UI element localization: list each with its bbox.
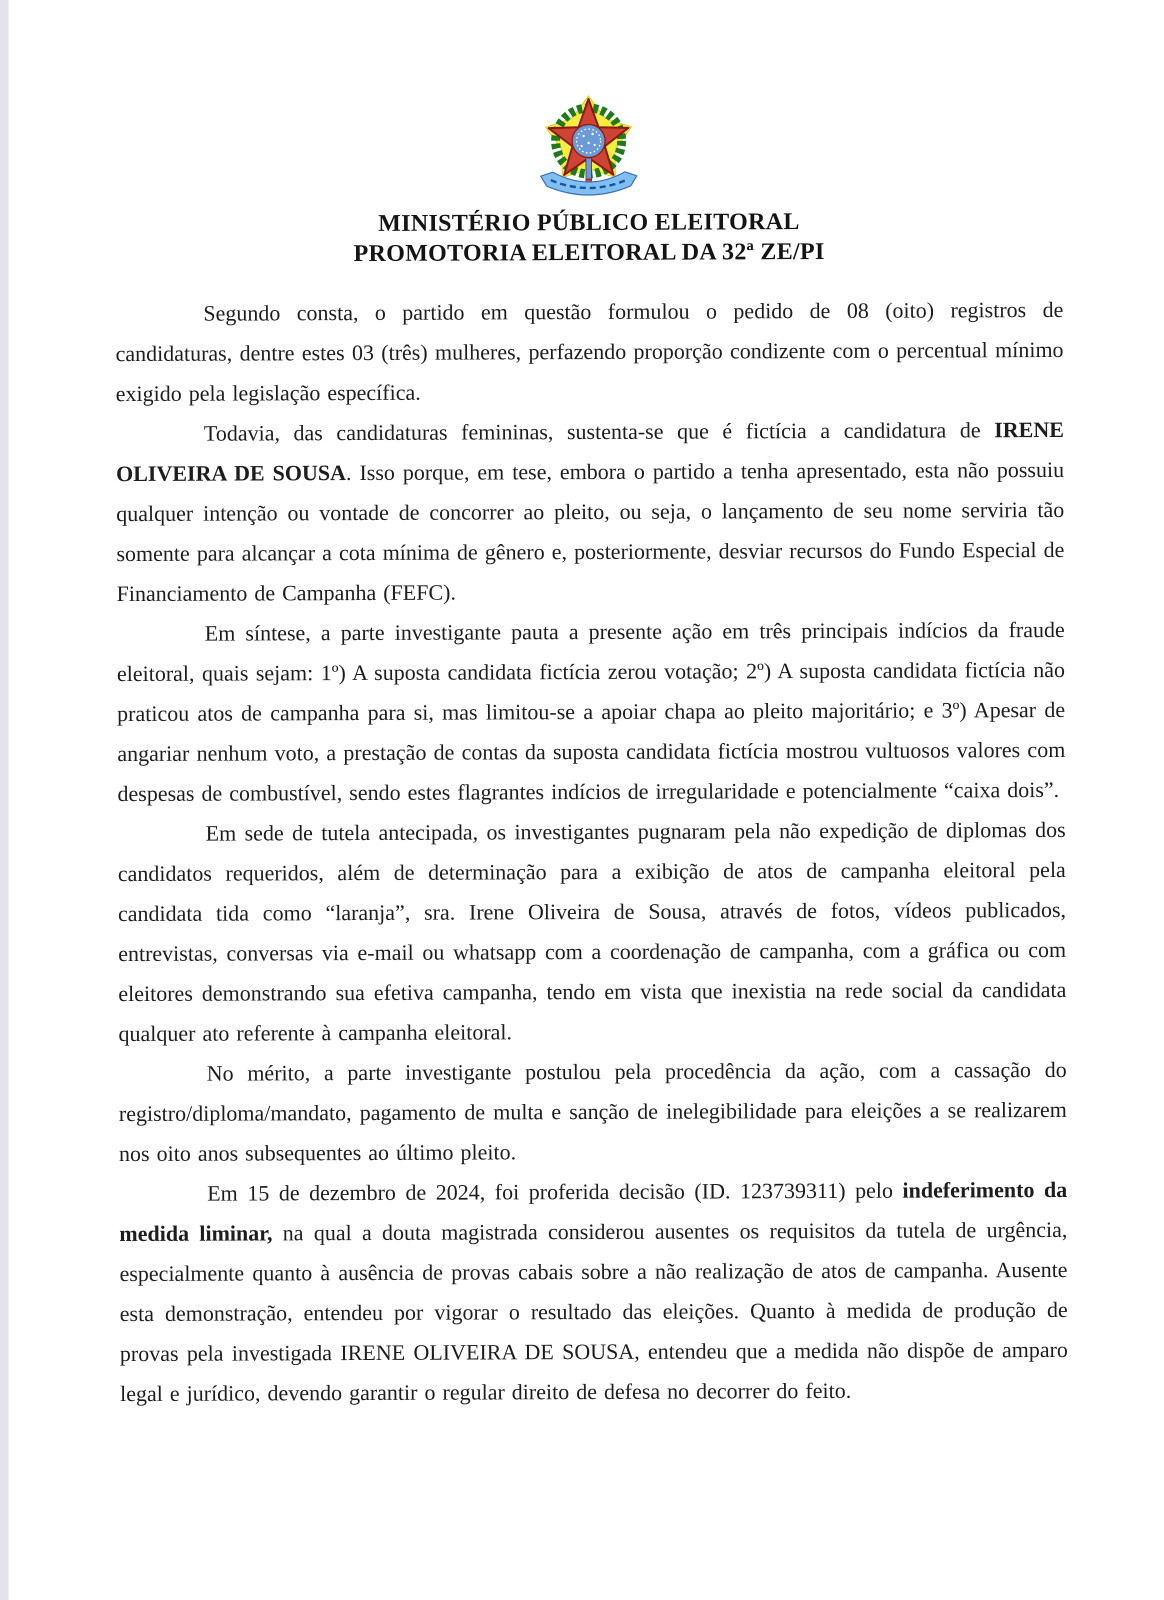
- paragraph: [115, 290, 1064, 414]
- text-segment: Em síntese, a parte investigante pauta a presente ação em três principais indícios da fraude eleitoral, quais sejam: 1º) A suposta candidata fictícia zerou votação; 2º) A suposta candidata fictícia não praticou atos de campanha para si, mas limitou-se a apoiar chapa ao pleito majoritário; e 3º) Apesar de angariar nenhum voto, a prestação de contas da suposta candidata fictícia mostrou vultuosos valores com despesas de combustível, sendo estes flagrantes indícios de irregularidade e potencialmente “caixa dois”.: [116, 616, 1066, 807]
- paragraph: [119, 1050, 1068, 1174]
- text-segment: . Isso porque, em tese, embora o partido a tenha apresentado, esta não possuiu qualquer intenção ou vontade de concorrer ao pleito, ou seja, o lançamento de seu nome serviria tão somente para alcançar a cota mínima de gênero e, posteriormente, desviar recursos do Fundo Especial de Financiamento de Campanha (FEFC).: [116, 456, 1065, 607]
- org-header: [115, 206, 1063, 270]
- paragraph: [117, 610, 1066, 814]
- bold-text-segment: IRENE OLIVEIRA DE SOUSA: [116, 416, 1064, 487]
- text-segment: na qual a douta magistrada considerou ausentes os requisitos da tutela de urgência, especialmente quanto à ausência de provas cabais sobre a não realização de atos de campanha. Ausente esta demonstração, entendeu por vigorar o resultado das eleições. Quanto à medida de produção de provas pela investigada IRENE OLIVEIRA DE SOUSA, entendeu que a medida não dispõe de amparo legal e jurídico, devendo garantir o regular direito de defesa no decorrer do feito.: [119, 1216, 1068, 1407]
- text-segment: Em sede de tutela antecipada, os investigantes pugnaram pela não expedição de diplomas dos candidatos requeridos, além de determinação para a exibição de atos de campanha eleitoral pela candidata tida como “laranja”, sra. Irene Oliveira de Sousa, através de fotos, vídeos publicados, entrevistas, conversas via e-mail ou whatsapp com a coordenação de campanha, com a gráfica ou com eleitores demonstrando sua efetiva campanha, tendo em vista que inexistia na rede social da candidata qualquer ato referente à campanha eleitoral.: [117, 816, 1067, 1047]
- paragraph: [116, 410, 1065, 614]
- paragraph: [118, 810, 1067, 1054]
- scan-edge-strip: [0, 0, 9, 1600]
- document-body: [115, 290, 1068, 1414]
- bold-text-segment: indeferimento da medida liminar,: [119, 1176, 1068, 1247]
- document-content: [114, 0, 1068, 1414]
- text-segment: No mérito, a parte investigante postulou pela procedência da ação, com a cassação do registro/diploma/mandato, pagamento de multa e sanção de inelegibilidade para eleições a se realizarem nos oito anos subsequentes ao último pleito.: [118, 1056, 1067, 1167]
- brazil-coat-of-arms-icon: [527, 94, 649, 203]
- text-segment: Em 15 de dezembro de 2024, foi proferida decisão (ID. 123739311) pelo: [207, 1177, 903, 1206]
- coat-of-arms-icon: [114, 92, 1062, 204]
- org-name-line1: MINISTÉRIO PÚBLICO ELEITORAL: [378, 209, 800, 237]
- text-segment: Todavia, das candidaturas femininas, sustenta-se que é fictícia a candidatura de: [203, 417, 995, 446]
- text-segment: Segundo consta, o partido em questão formulou o pedido de 08 (oito) registros de candidaturas, dentre estes 03 (três) mulheres, perfazendo proporção condizente com o percentual mínimo exigido pela legislação específica.: [115, 296, 1064, 407]
- org-name-line2: PROMOTORIA ELEITORAL DA 32ª ZE/PI: [353, 238, 825, 268]
- paragraph: [119, 1170, 1068, 1414]
